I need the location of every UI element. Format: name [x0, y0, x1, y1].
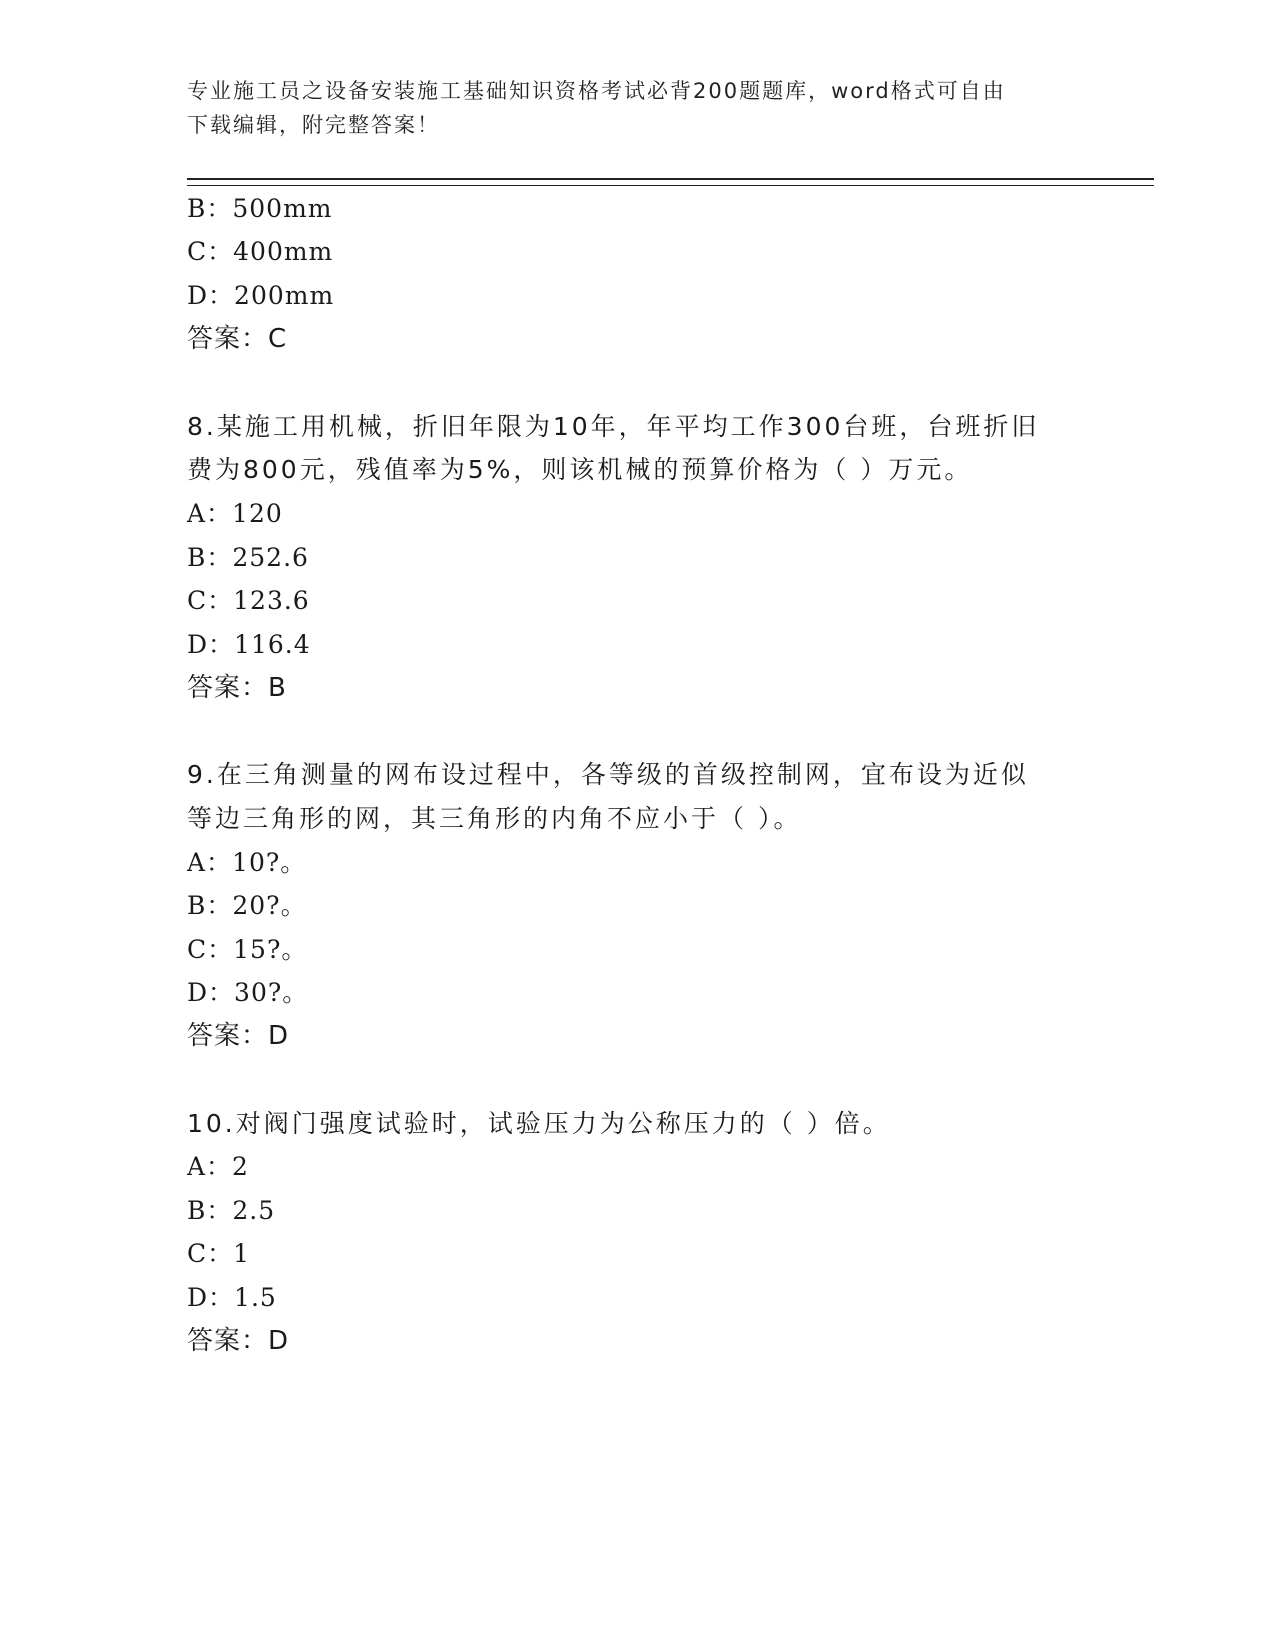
q10-option-d: D：1.5: [187, 1283, 277, 1312]
header-divider: [187, 178, 1154, 186]
q9-option-c: C：15?。: [187, 935, 308, 964]
header-line-2: 下载编辑，附完整答案！: [187, 113, 440, 137]
q9-answer: 答案：D: [187, 1021, 290, 1051]
q8-option-b: B：252.6: [187, 543, 309, 572]
q9-option-b: B：20?。: [187, 891, 307, 920]
q7-option-d: D：200mm: [187, 281, 335, 310]
page-header: [187, 74, 1067, 142]
q8-stem-line-2: 费为800元，残值率为5%，则该机械的预算价格为（ ）万元。: [187, 455, 973, 484]
q9-option-a: A：10?。: [187, 848, 307, 877]
q8-option-a: A：120: [187, 499, 283, 528]
q7-option-b: B：500mm: [187, 194, 333, 223]
q7-answer: 答案：C: [187, 324, 288, 354]
q9-option-d: D：30?。: [187, 978, 309, 1007]
q10-stem-line-1: 10.对阀门强度试验时，试验压力为公称压力的（ ）倍。: [187, 1109, 891, 1138]
q8-answer: 答案：B: [187, 673, 287, 703]
q8-stem-line-1: 8.某施工用机械，折旧年限为10年，年平均工作300台班，台班折旧: [187, 412, 1040, 441]
q10-option-a: A：2: [187, 1152, 249, 1181]
header-line-1: 专业施工员之设备安装施工基础知识资格考试必背200题题库，word格式可自由: [187, 79, 1006, 103]
q7-option-c: C：400mm: [187, 237, 334, 266]
q8-option-c: C：123.6: [187, 586, 310, 615]
q9-stem-line-1: 9.在三角测量的网布设过程中，各等级的首级控制网，宜布设为近似: [187, 760, 1029, 789]
q10-option-c: C：1: [187, 1239, 251, 1268]
q9-stem-line-2: 等边三角形的网，其三角形的内角不应小于（ ）。: [187, 804, 802, 833]
q10-answer: 答案：D: [187, 1326, 290, 1356]
q10-option-b: B：2.5: [187, 1196, 276, 1225]
q8-option-d: D：116.4: [187, 630, 311, 659]
